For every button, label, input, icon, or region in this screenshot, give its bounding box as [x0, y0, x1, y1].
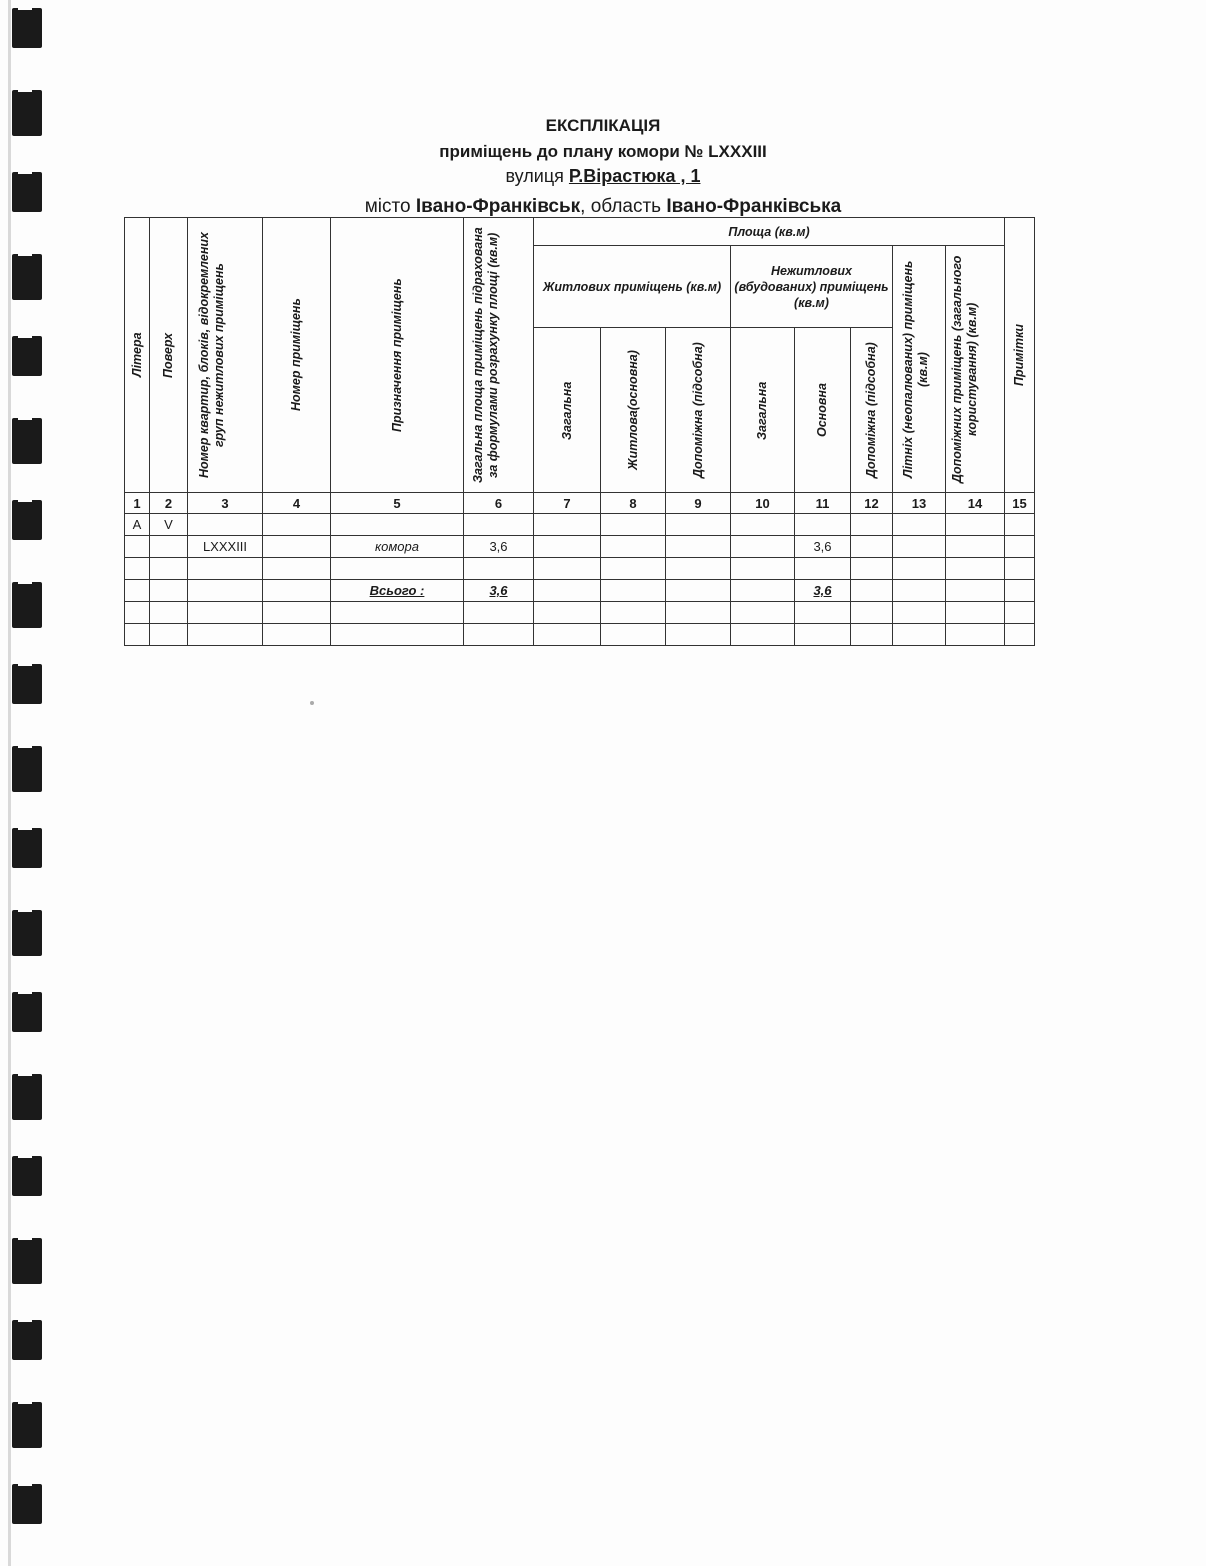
table-cell [1005, 558, 1035, 580]
table-cell [666, 602, 731, 624]
binding-hole [12, 910, 42, 956]
binding-hole [12, 1074, 42, 1120]
table-cell: 3,6 [464, 580, 534, 602]
document-title: ЕКСПЛІКАЦІЯ [545, 116, 661, 135]
table-cell [893, 536, 946, 558]
binding-hole [12, 1320, 42, 1360]
city-prefix: місто [364, 196, 411, 217]
table-cell: LXXXIII [188, 536, 263, 558]
table-cell [263, 536, 331, 558]
table-cell [731, 602, 795, 624]
document-subtitle: приміщень до плану комори № LXXXIII [439, 142, 767, 161]
header-dopomizhna2: Допоміжна (підсобна) [851, 328, 893, 493]
column-number: 14 [946, 493, 1005, 514]
table-row [125, 602, 1035, 624]
table-cell [601, 558, 666, 580]
binding-hole [12, 418, 42, 464]
table-cell [331, 602, 464, 624]
table-cell [851, 580, 893, 602]
table-cell [534, 558, 601, 580]
table-cell: A [125, 514, 150, 536]
table-cell: V [150, 514, 188, 536]
table-cell [150, 580, 188, 602]
table-cell [731, 580, 795, 602]
header-prymitky: Примітки [1005, 218, 1035, 493]
binding-hole [12, 336, 42, 376]
table-cell [125, 580, 150, 602]
table-cell [263, 514, 331, 536]
binding-rail [8, 0, 11, 1566]
table-cell [150, 536, 188, 558]
table-cell [263, 624, 331, 646]
binding-hole [12, 746, 42, 792]
table-cell [534, 514, 601, 536]
binding-hole [12, 664, 42, 704]
header-zahalna2: Загальна [731, 328, 795, 493]
table-cell [188, 580, 263, 602]
region-prefix: , область [580, 196, 662, 217]
table-cell [263, 580, 331, 602]
header-poverkh: Поверх [150, 218, 188, 493]
table-cell [534, 602, 601, 624]
table-cell [851, 558, 893, 580]
binding-hole [12, 1484, 42, 1524]
table-cell: 3,6 [795, 580, 851, 602]
table-row [125, 536, 1035, 558]
column-number: 15 [1005, 493, 1035, 514]
table-cell [946, 602, 1005, 624]
binding-hole [12, 8, 42, 48]
table-cell [946, 624, 1005, 646]
table-cell [331, 624, 464, 646]
table-cell [851, 602, 893, 624]
column-number: 1 [125, 493, 150, 514]
table-body [125, 514, 1035, 646]
table-cell [1005, 536, 1035, 558]
table-cell [150, 602, 188, 624]
table-cell: 3,6 [795, 536, 851, 558]
column-number: 11 [795, 493, 851, 514]
table-cell [851, 536, 893, 558]
table-cell [946, 580, 1005, 602]
binding-hole [12, 254, 42, 300]
table-cell [534, 624, 601, 646]
header-zahalna: Загальна [534, 328, 601, 493]
column-number: 6 [464, 493, 534, 514]
header-nomer-kvartyr: Номер квартир, блоків, відокремлених груп нежитлових приміщень [188, 218, 263, 493]
header-osnovna: Основна [795, 328, 851, 493]
binding-hole [12, 992, 42, 1032]
header-plosha: Площа (кв.м) [534, 218, 1005, 246]
header-zhytlovykh: Житлових приміщень (кв.м) [534, 246, 731, 328]
region-name: Івано-Франківська [666, 196, 842, 217]
table-cell [1005, 624, 1035, 646]
column-number: 10 [731, 493, 795, 514]
table-cell [731, 536, 795, 558]
table-cell [795, 602, 851, 624]
table-cell [731, 514, 795, 536]
column-number: 13 [893, 493, 946, 514]
table-cell [851, 514, 893, 536]
binding-hole [12, 500, 42, 540]
table-cell [731, 558, 795, 580]
table-cell [534, 580, 601, 602]
table-cell [601, 602, 666, 624]
column-number: 3 [188, 493, 263, 514]
table-cell [331, 558, 464, 580]
column-number: 4 [263, 493, 331, 514]
binding-hole [12, 582, 42, 628]
table-cell [893, 580, 946, 602]
binding-hole [12, 1156, 42, 1196]
table-cell [464, 558, 534, 580]
header-dopomizhnykh: Допоміжних приміщень (загального користування) (кв.м) [946, 246, 1005, 493]
column-number: 12 [851, 493, 893, 514]
table-cell [851, 624, 893, 646]
street-line [0, 166, 1206, 187]
table-cell [666, 580, 731, 602]
table-row [125, 558, 1035, 580]
table-cell [795, 514, 851, 536]
binding-hole [12, 1402, 42, 1448]
table-cell [795, 558, 851, 580]
table-cell [666, 536, 731, 558]
table-cell [464, 602, 534, 624]
table-cell: 3,6 [464, 536, 534, 558]
table-cell: Всього : [331, 580, 464, 602]
table-cell [601, 624, 666, 646]
column-number: 7 [534, 493, 601, 514]
column-number: 5 [331, 493, 464, 514]
table-row [125, 514, 1035, 536]
table-cell [188, 624, 263, 646]
table-cell [666, 624, 731, 646]
table-cell [601, 536, 666, 558]
table-row [125, 580, 1035, 602]
table-cell [893, 514, 946, 536]
table-row [125, 624, 1035, 646]
table-cell [331, 514, 464, 536]
table-cell [125, 558, 150, 580]
column-numbers-row [125, 493, 1035, 514]
city-name: Івано-Франківськ [415, 196, 581, 217]
header-nezhytlovykh: Нежитлових (вбудованих) приміщень (кв.м) [731, 246, 893, 328]
explication-table [124, 217, 1035, 646]
table-cell [946, 514, 1005, 536]
table-cell [263, 602, 331, 624]
header-nomer-prym: Номер приміщень [263, 218, 331, 493]
header-dopomizhna: Допоміжна (підсобна) [666, 328, 731, 493]
table-cell [666, 514, 731, 536]
street-name: Р.Вірастюка , 1 [568, 166, 701, 186]
street-prefix: вулиця [505, 166, 564, 186]
header-pryznachennia: Призначення приміщень [331, 218, 464, 493]
table-cell [946, 536, 1005, 558]
table-cell [464, 624, 534, 646]
table-cell [946, 558, 1005, 580]
table-cell [125, 602, 150, 624]
scan-speck [310, 701, 314, 705]
table-cell [150, 624, 188, 646]
table-cell [1005, 514, 1035, 536]
table-cell [263, 558, 331, 580]
header-litnikh: Літніх (неопалюваних) приміщень (кв.м) [893, 246, 946, 493]
city-line [0, 196, 1206, 218]
header-zahalna-plosha: Загальна площа приміщень підрахована за формулами розрахунку площі (кв.м) [464, 218, 534, 493]
table-cell [125, 536, 150, 558]
table-cell [893, 602, 946, 624]
header-zhytlova: Житлова(основна) [601, 328, 666, 493]
table-cell [795, 624, 851, 646]
table-cell [731, 624, 795, 646]
table-cell [893, 558, 946, 580]
table-cell [188, 602, 263, 624]
column-number: 2 [150, 493, 188, 514]
table-cell [464, 514, 534, 536]
table-cell [893, 624, 946, 646]
table-cell [188, 514, 263, 536]
header-litera: Літера [125, 218, 150, 493]
column-number: 8 [601, 493, 666, 514]
binding-hole [12, 828, 42, 868]
spiral-binding [0, 0, 50, 1566]
table-cell [601, 580, 666, 602]
table-cell [188, 558, 263, 580]
table-cell [150, 558, 188, 580]
table-cell [125, 624, 150, 646]
table-cell [601, 514, 666, 536]
table-cell [666, 558, 731, 580]
table-cell: комора [331, 536, 464, 558]
binding-hole [12, 1238, 42, 1284]
table-cell [1005, 602, 1035, 624]
column-number: 9 [666, 493, 731, 514]
table-cell [1005, 580, 1035, 602]
table-cell [534, 536, 601, 558]
